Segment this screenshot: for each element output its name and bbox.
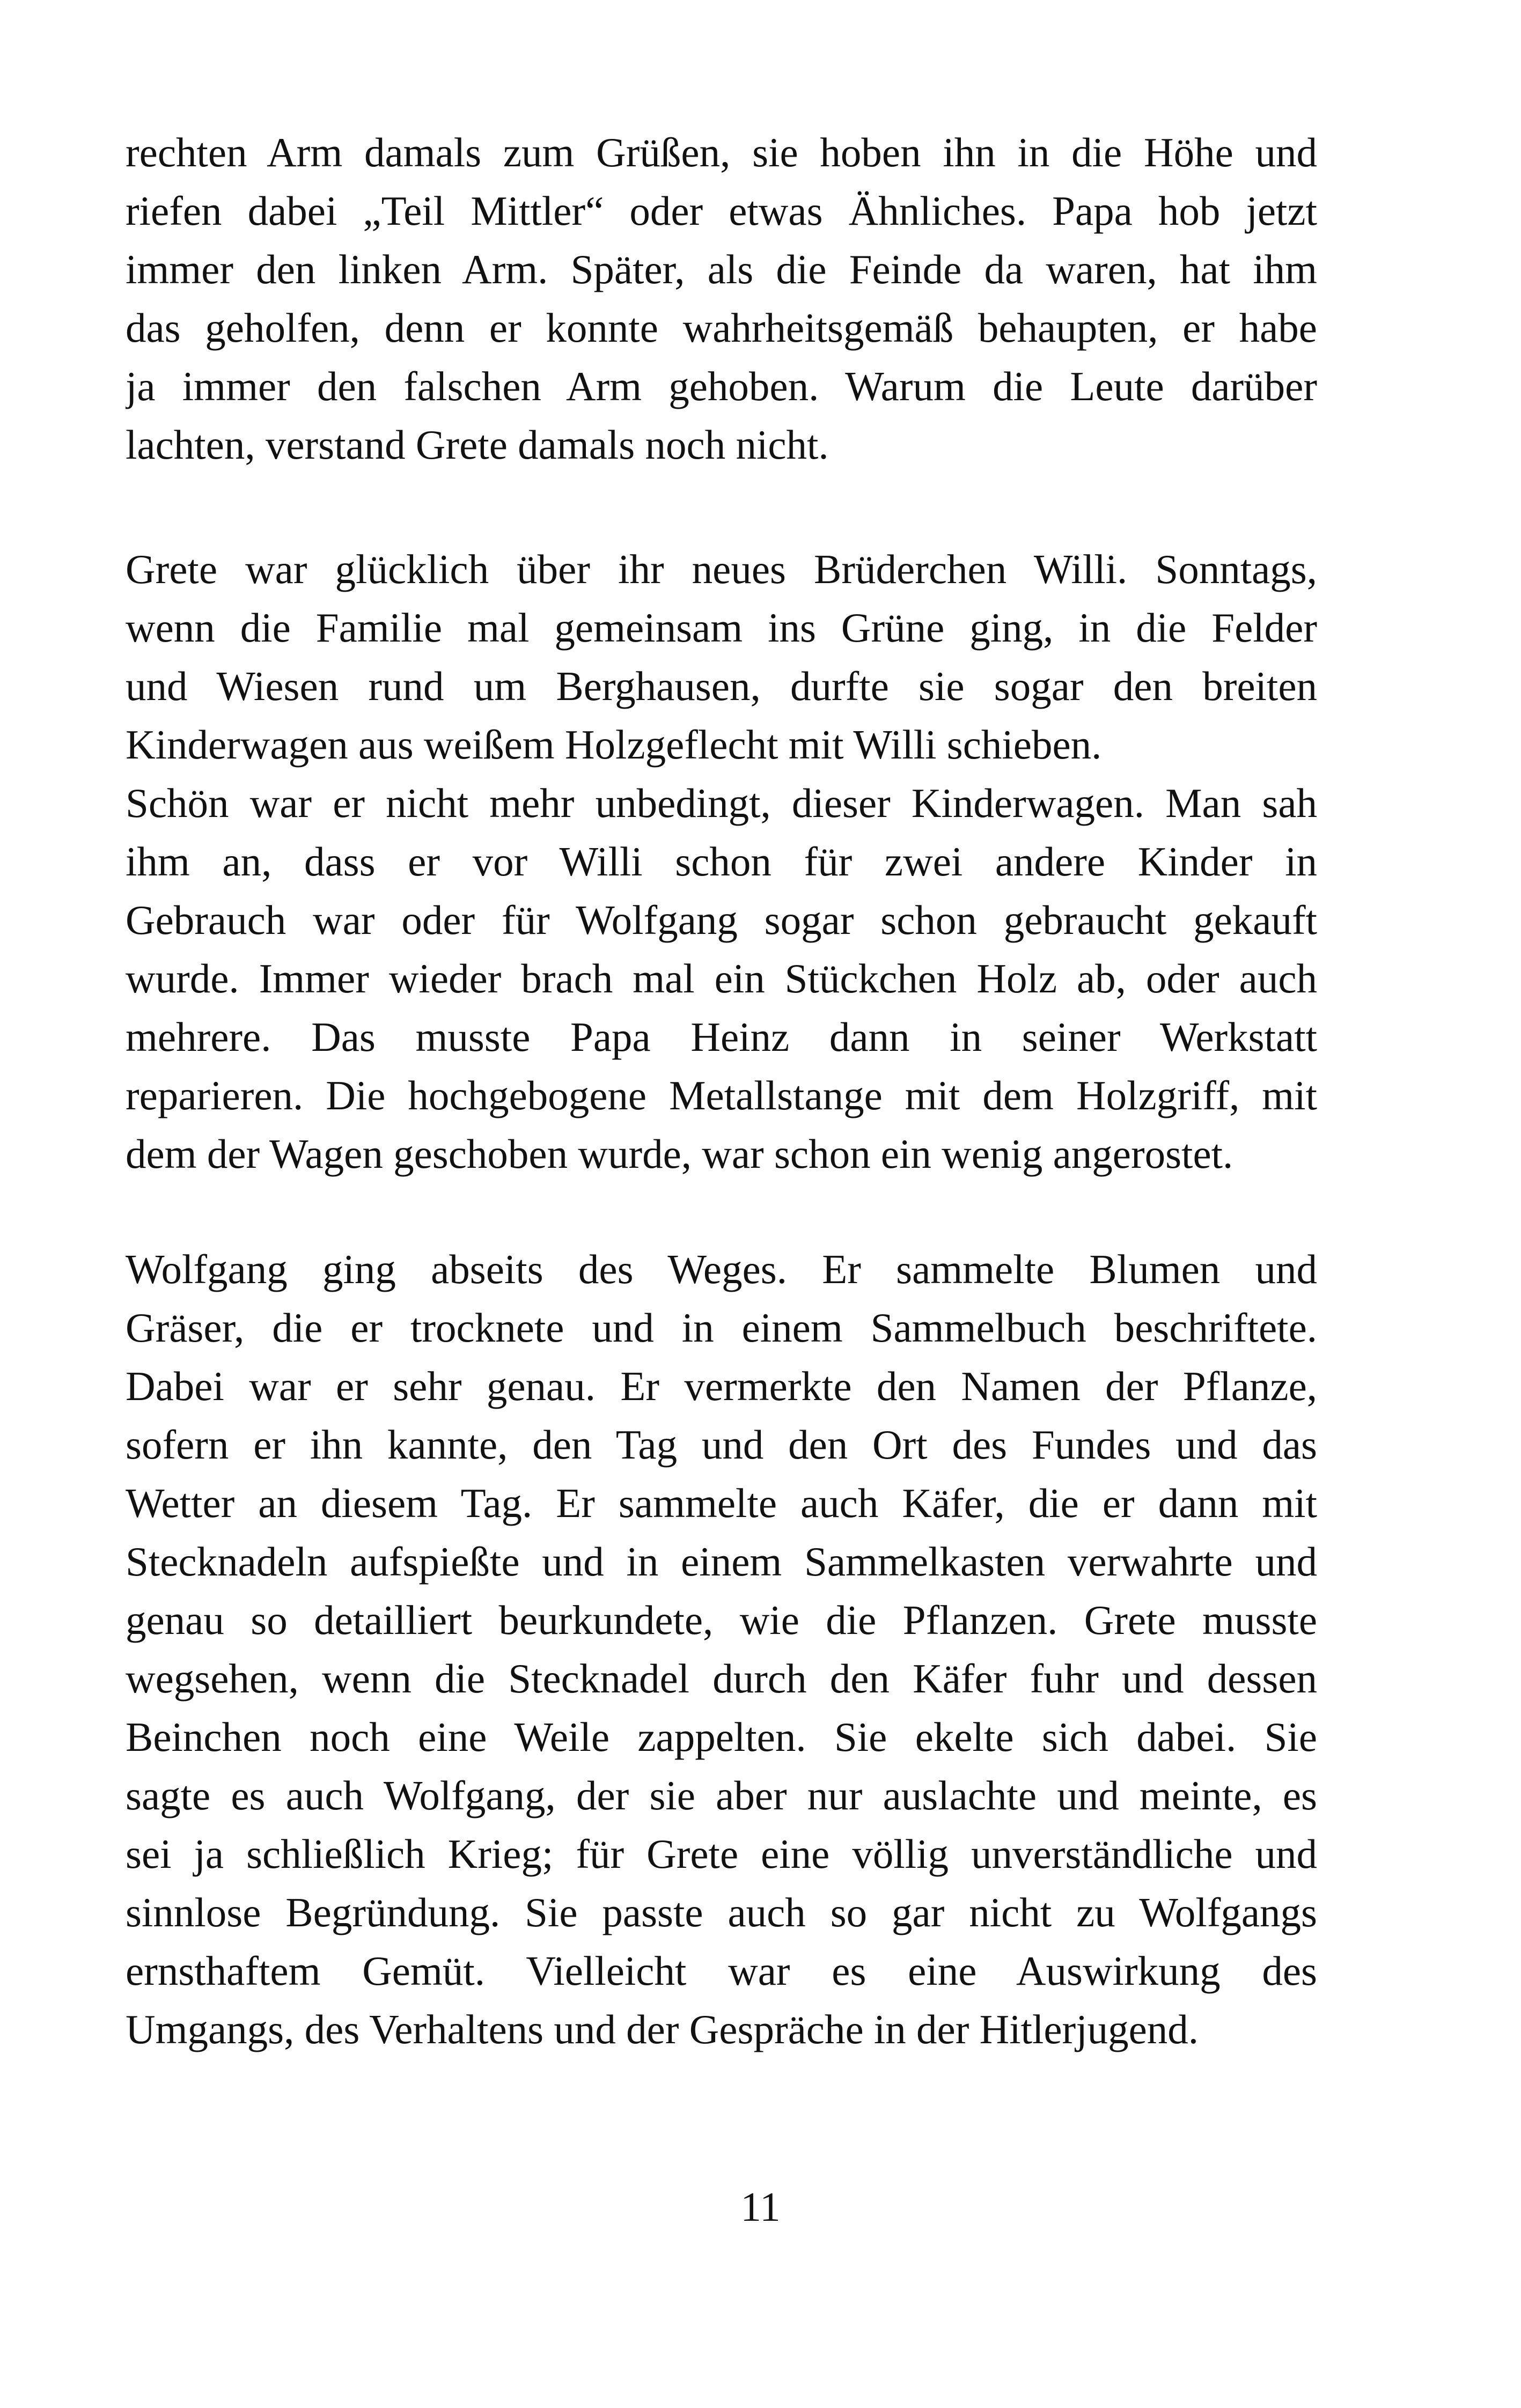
text-line: wurde. Immer wieder brach mal ein Stückchen Holz ab, oder auch: [126, 955, 1317, 1002]
paragraph-2: [126, 540, 1317, 1183]
text-line: Wolfgang ging abseits des Weges. Er sammelte Blumen und: [126, 1246, 1317, 1292]
text-line: wegsehen, wenn die Stecknadel durch den Käfer fuhr und dessen: [126, 1655, 1317, 1702]
text-line: sagte es auch Wolfgang, der sie aber nur auslachte und meinte, es: [126, 1772, 1317, 1818]
text-line: Beinchen noch eine Weile zappelten. Sie ekelte sich dabei. Sie: [126, 1714, 1317, 1760]
text-line: reparieren. Die hochgebogene Metallstange mit dem Holzgriff, mit: [126, 1072, 1317, 1118]
text-line: riefen dabei „Teil Mittler“ oder etwas Ähnliches. Papa hob jetzt: [126, 188, 1317, 234]
text-line: rechten Arm damals zum Grüßen, sie hoben ihn in die Höhe und: [126, 129, 1317, 175]
text-line: lachten, verstand Grete damals noch nicht.: [126, 422, 829, 468]
paragraph-3: [126, 1240, 1317, 2059]
text-line: Schön war er nicht mehr unbedingt, dieser Kinderwagen. Man sah: [126, 780, 1317, 826]
text-line: und Wiesen rund um Berghausen, durfte sie sogar den breiten: [126, 663, 1317, 709]
text-line: ihm an, dass er vor Willi schon für zwei andere Kinder in: [126, 838, 1317, 885]
text-line: mehrere. Das musste Papa Heinz dann in seiner Werkstatt: [126, 1014, 1317, 1060]
text-line: Umgangs, des Verhaltens und der Gespräche in der Hitlerjugend.: [126, 2006, 1199, 2052]
text-line: ernsthaftem Gemüt. Vielleicht war es eine Auswirkung des: [126, 1948, 1317, 1994]
text-line: ja immer den falschen Arm gehoben. Warum die Leute darüber: [126, 363, 1317, 409]
text-line: Dabei war er sehr genau. Er vermerkte den Namen der Pflanze,: [126, 1363, 1317, 1409]
text-line: sei ja schließlich Krieg; für Grete eine völlig unverständliche und: [126, 1831, 1317, 1877]
text-line: sofern er ihn kannte, den Tag und den Ort des Fundes und das: [126, 1422, 1317, 1468]
text-line: dem der Wagen geschoben wurde, war schon ein wenig angerostet.: [126, 1131, 1233, 1177]
text-line: Grete war glücklich über ihr neues Brüderchen Willi. Sonntags,: [126, 546, 1317, 592]
text-line: wenn die Familie mal gemeinsam ins Grüne ging, in die Felder: [126, 605, 1317, 651]
text-line: Stecknadeln aufspießte und in einem Sammelkasten verwahrte und: [126, 1538, 1317, 1585]
text-line: Gebrauch war oder für Wolfgang sogar schon gebraucht gekauft: [126, 897, 1317, 943]
text-line: das geholfen, denn er konnte wahrheitsgemäß behaupten, er habe: [126, 305, 1317, 351]
text-line: genau so detailliert beurkundete, wie die Pflanzen. Grete musste: [126, 1597, 1317, 1643]
text-line: Wetter an diesem Tag. Er sammelte auch Käfer, die er dann mit: [126, 1480, 1317, 1526]
page-number: 11: [740, 2184, 781, 2230]
text-line: sinnlose Begründung. Sie passte auch so gar nicht zu Wolfgangs: [126, 1889, 1317, 1935]
text-line: immer den linken Arm. Später, als die Feinde da waren, hat ihm: [126, 246, 1317, 292]
paragraph-1: [126, 123, 1317, 474]
text-line: Gräser, die er trocknete und in einem Sammelbuch beschriftete.: [126, 1305, 1317, 1351]
text-line: Kinderwagen aus weißem Holzgeflecht mit Willi schieben.: [126, 721, 1102, 768]
